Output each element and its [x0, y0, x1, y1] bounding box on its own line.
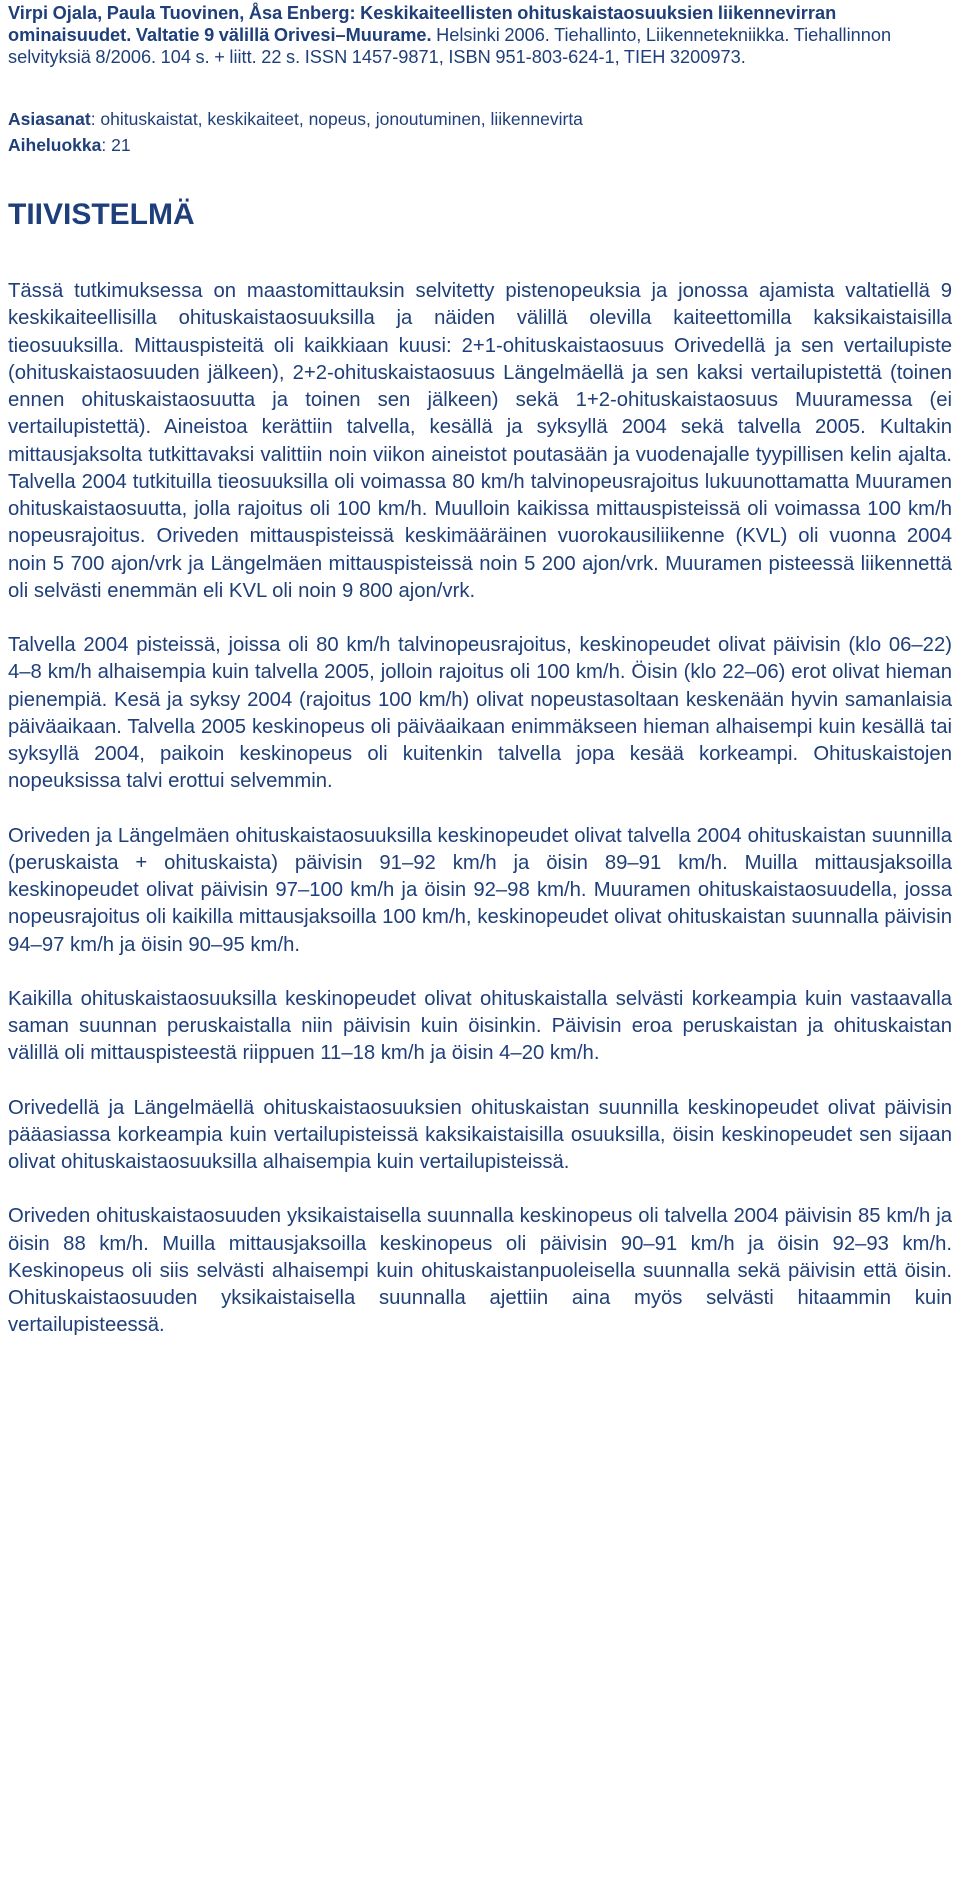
paragraph: Orivedellä ja Längelmäellä ohituskaistaosuuksien ohituskaistan suunnilla keskinopeudet olivat päivisin pääasiassa korkeampia kuin vertailupisteissä kaksikaistaisilla osuuksilla, öisin keskinopeudet sen sijaan olivat ohituskaistaosuuksilla alhaisempia kuin vertailupisteissä.: [8, 1096, 952, 1173]
paragraph: Tässä tutkimuksessa on maastomittauksin selvitetty pistenopeuksia ja jonossa ajamista valtatiellä 9 keskikaiteellisilla ohituskaistaosuuksilla ja näiden välillä olevilla kaiteettomilla kaksikaistaisilla tieosuuksilla. Mittauspisteitä oli kaikkiaan kuusi: 2+1-ohituskaistaosuus Orivedellä ja sen vertailupiste (ohituskaistaosuuden jälkeen), 2+2-ohituskaistaosuus Längelmäellä ja sen kaksi vertailupistettä (toinen ennen ohituskaistaosuutta ja toinen sen jälkeen) sekä 1+2-ohituskaistaosuus Muuramessa (ei vertailupistettä). Aineistoa kerättiin talvella, kesällä ja syksyllä 2004 sekä talvella 2005. Kultakin mittausjaksolta tutkittavaksi valittiin noin viikon aineistot poutasään ja vuodenajalle tyypillisen kelin ajalta. Talvella 2004 tutkituilla tieosuuksilla oli voimassa 80 km/h talvinopeusrajoitus lukuunottamatta Muuramen ohituskaistaosuutta, jolla rajoitus oli 100 km/h. Muulloin kaikissa mittauspisteissä oli voimassa 100 km/h nopeusrajoitus. Oriveden mittauspisteissä keskimääräinen vuorokausiliikenne (KVL) oli vuonna 2004 noin 5 700 ajon/vrk ja Längelmäen mittauspisteissä noin 5 200 ajon/vrk. Muuramen pisteessä liikennettä oli selvästi enemmän eli KVL oli noin 9 800 ajon/vrk.: [8, 280, 952, 602]
citation-block: [8, 2, 953, 68]
keywords-value: : ohituskaistat, keskikaiteet, nopeus, jonoutuminen, liikennevirta: [90, 109, 583, 129]
page-title: TIIVISTELMÄ: [8, 198, 195, 231]
paragraph: Talvella 2004 pisteissä, joissa oli 80 km/h talvinopeusrajoitus, keskinopeudet olivat päivisin (klo 06–22) 4–8 km/h alhaisempia kuin talvella 2005, jolloin rajoitus oli 100 km/h. Öisin (klo 22–06) erot olivat hieman pienempiä. Kesä ja syksy 2004 (rajoitus 100 km/h) olivat nopeustasoltaan keskenään hyvin samanlaisia päiväaikaan. Talvella 2005 keskinopeus oli päiväaikaan enimmäkseen hieman alhaisempi kuin kesällä tai syksyllä 2004, paikoin keskinopeus oli kuitenkin talvella jopa kesää korkeampi. Ohituskaistojen nopeuksissa talvi erottui selvemmin.: [8, 634, 952, 793]
paragraph: Oriveden ja Längelmäen ohituskaistaosuuksilla keskinopeudet olivat talvella 2004 ohituskaistan suunnilla (peruskaista + ohituskaista) päivisin 91–92 km/h ja öisin 89–91 km/h. Muilla mittausjaksoilla keskinopeudet olivat päivisin 97–100 km/h ja öisin 92–98 km/h. Muuramen ohituskaistaosuudella, jossa nopeusrajoitus oli kaikilla mittausjaksoilla 100 km/h, keskinopeudet olivat ohituskaistan suunnalla päivisin 94–97 km/h ja öisin 90–95 km/h.: [8, 824, 952, 956]
subject-class-line: [8, 134, 131, 156]
subject-class-label: Aiheluokka: [8, 135, 102, 155]
keywords-label: Asiasanat: [8, 109, 91, 129]
citation-authors-title: Virpi Ojala, Paula Tuovinen, Åsa Enberg: Keskikaiteellisten ohituskaistaosuuksien liikennevirran ominaisuudet. Valtatie 9 välillä Orivesi–Muurame.: [8, 3, 837, 45]
paragraph: Kaikilla ohituskaistaosuuksilla keskinopeudet olivat ohituskaistalla selvästi korkeampia kuin vastaavalla saman suunnan peruskaistalla niin päivisin kuin öisinkin. Päivisin eroa peruskaistan ja ohituskaistan välillä oli mittauspisteestä riippuen 11–18 km/h ja öisin 4–20 km/h.: [8, 987, 952, 1065]
citation-details: Helsinki 2006. Tiehallinto, Liikennetekniikka. Tiehallinnon selvityksiä 8/2006. 104 s. + liitt. 22 s. ISSN 1457-9871, ISBN 951-803-624-1, TIEH 3200973.: [8, 25, 892, 67]
paragraph: Oriveden ohituskaistaosuuden yksikaistaisella suunnalla keskinopeus oli talvella 2004 päivisin 85 km/h ja öisin 88 km/h. Muilla mittausjaksoilla keskinopeus oli päivisin 90–91 km/h ja öisin 92–93 km/h. Keskinopeus oli siis selvästi alhaisempi kuin ohituskaistanpuoleisella suunnalla sekä päivisin että öisin. Ohituskaistaosuuden yksikaistaisella suunnalla ajettiin aina myös selvästi hitaammin kuin vertailupisteessä.: [8, 1205, 952, 1337]
abstract-body: [8, 278, 952, 1367]
keywords-line: [8, 108, 583, 130]
subject-class-value: : 21: [101, 135, 131, 155]
